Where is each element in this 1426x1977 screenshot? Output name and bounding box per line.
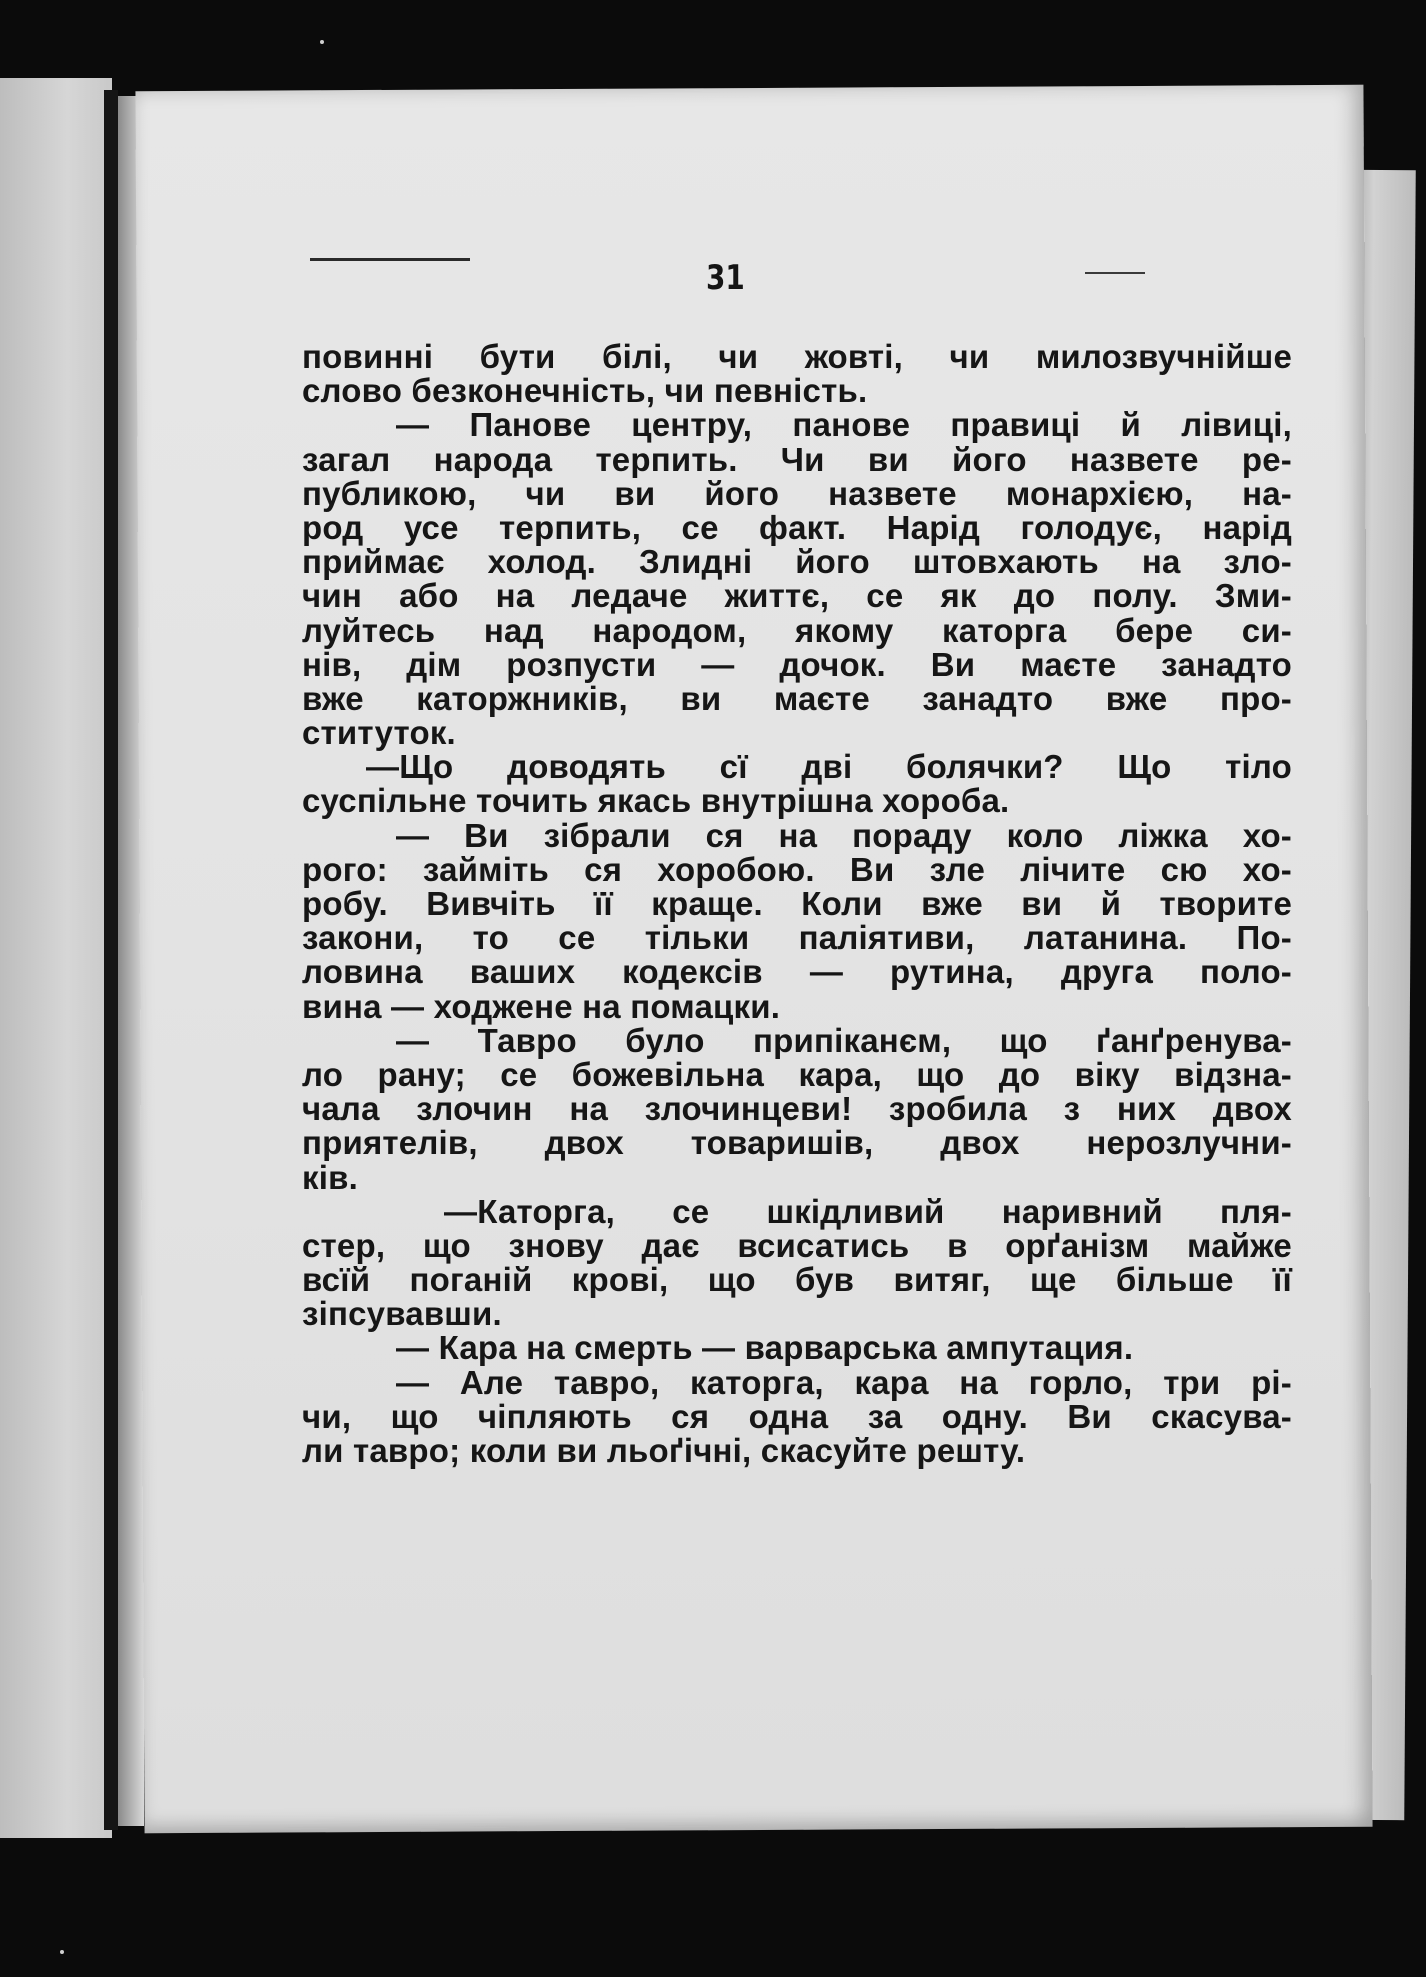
- text-line: суспільне точить якась внутрішна хороба.: [302, 782, 1010, 820]
- text-line: — Тавро було припіканєм, що ґанґренува-: [396, 1021, 1292, 1059]
- text-line: зіпсувавши.: [302, 1295, 502, 1333]
- text-line: ків.: [302, 1158, 358, 1196]
- text-line: закони, то се тільки паліятиви, латанина. По-: [302, 919, 1292, 957]
- header-rule-right: [1085, 272, 1145, 274]
- book-spine: [104, 90, 118, 1830]
- text-line: вина — ходжене на помацки.: [302, 987, 781, 1025]
- page-number: 31: [706, 258, 745, 298]
- text-line: — Ви зібрали ся на пораду коло ліжка хо-: [396, 816, 1292, 854]
- text-line: — Панове центру, панове правиці й лівиці,: [396, 406, 1292, 444]
- text-line: чала злочин на злочинцеви! зробила з них двох: [302, 1090, 1292, 1128]
- text-line: стер, що знову дає всисатись в орґанізм майже: [302, 1226, 1292, 1264]
- text-line: вже каторжників, ви маєте занадто вже про-: [302, 679, 1292, 717]
- text-line: чи, що чіпляють ся одна за одну. Ви скасува-: [302, 1397, 1292, 1435]
- scan-speck: [60, 1950, 64, 1954]
- text-line: робу. Вивчіть її краще. Коли вже ви й творите: [302, 885, 1292, 922]
- text-line: приймає холод. Злидні його штовхають на зло-: [302, 543, 1292, 581]
- text-line: ституток.: [302, 714, 456, 752]
- text-line: повинні бути білі, чи жовті, чи милозвучнійше: [302, 338, 1292, 375]
- text-line: —Каторга, се шкідливий наривний пля-: [444, 1192, 1292, 1230]
- text-line: слово безконечність, чи певність.: [302, 372, 868, 410]
- text-line: нів, дім розпусти — дочок. Ви маєте занадто: [302, 645, 1292, 683]
- left-page-edge: [0, 78, 112, 1838]
- text-line: ли тавро; коли ви льоґічні, скасуйте решту.: [302, 1432, 1026, 1469]
- text-line: род усе терпить, се факт. Нарід голодує, нарід: [302, 508, 1292, 546]
- header-rule-left: [310, 258, 470, 261]
- text-line: — Кара на смерть — варварська ампутация.: [396, 1329, 1134, 1367]
- text-line: луйтесь над народом, якому каторга бере си-: [302, 611, 1292, 649]
- text-line: публикою, чи ви його назвете монархією, на-: [302, 474, 1292, 512]
- text-line: ловина ваших кодексів — рутина, друга поло-: [302, 953, 1292, 991]
- text-line: приятелів, двох товаришів, двох нерозлучни-: [302, 1124, 1292, 1162]
- text-line: чин або на ледаче життє, се як до полу. Зми-: [302, 577, 1292, 615]
- text-line: всїй поганій крові, що був витяг, ще більше її: [302, 1261, 1292, 1299]
- text-line: — Але тавро, каторга, кара на горло, три рі-: [396, 1363, 1292, 1401]
- page-body-text: [302, 340, 1292, 1468]
- text-line: —Що доводять сї дві болячки? Що тіло: [366, 748, 1292, 786]
- text-line: ло рану; се божевільна кара, що до віку відзна-: [302, 1055, 1292, 1093]
- scan-speck: [320, 40, 324, 44]
- text-line: рого: займіть ся хоробою. Ви зле лічите сю хо-: [302, 850, 1292, 888]
- text-line: загал народа терпить. Чи ви його назвете ре-: [302, 440, 1292, 478]
